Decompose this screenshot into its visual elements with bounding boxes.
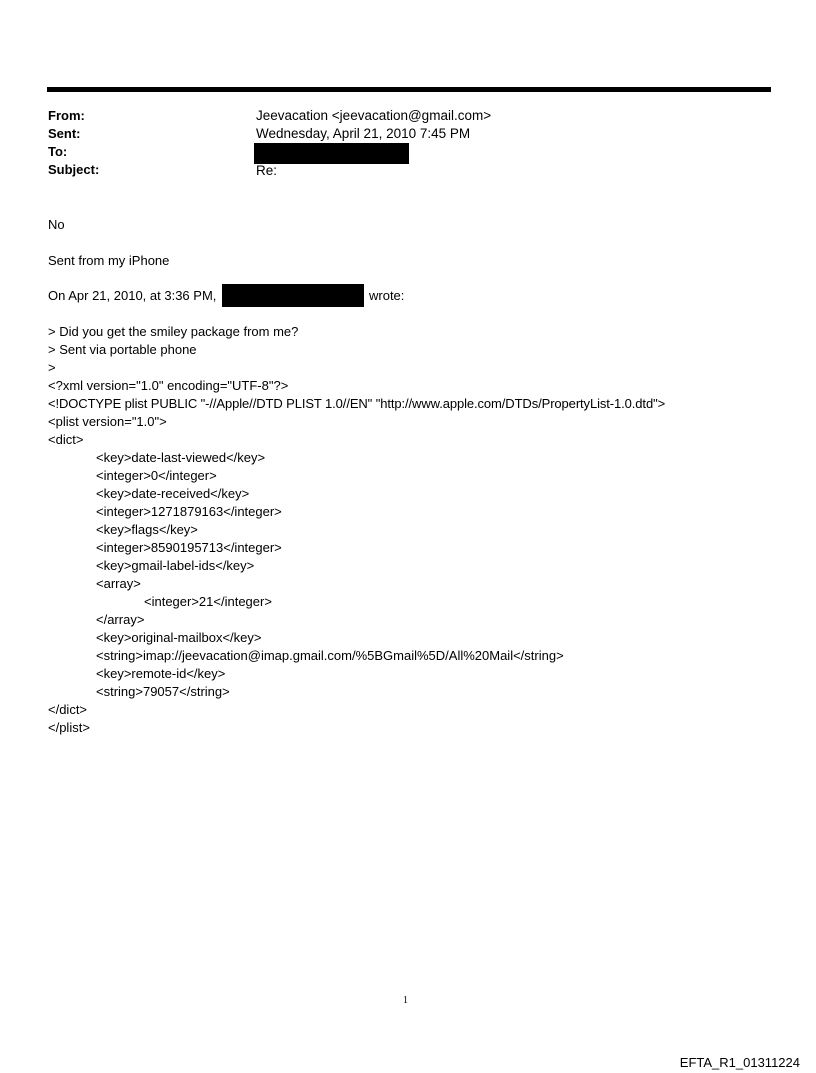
page-number: 1 <box>403 995 408 1006</box>
signature-text: Sent from my iPhone <box>48 253 170 268</box>
xml-line: <string>imap://jeevacation@imap.gmail.com/%5BGmail%5D/All%20Mail</string> <box>96 648 564 663</box>
to-label: To: <box>48 144 68 159</box>
xml-line: </plist> <box>48 720 90 735</box>
xml-line: <key>remote-id</key> <box>96 666 226 681</box>
xml-line: <integer>8590195713</integer> <box>96 540 282 555</box>
from-label: From: <box>48 108 85 123</box>
xml-line: <integer>0</integer> <box>96 468 217 483</box>
sender-redaction-box <box>222 284 364 307</box>
header-divider-rule <box>47 87 771 92</box>
subject-value: Re: <box>256 163 278 178</box>
xml-line: <!DOCTYPE plist PUBLIC "-//Apple//DTD PLIST 1.0//EN" "http://www.apple.com/DTDs/PropertyList-1.0.dtd"> <box>48 396 666 411</box>
sent-label: Sent: <box>48 126 81 141</box>
xml-line: </dict> <box>48 702 88 717</box>
xml-line: <key>flags</key> <box>96 522 198 537</box>
document-id: EFTA_R1_01311224 <box>679 1055 800 1070</box>
from-value: Jeevacation <jeevacation@gmail.com> <box>256 108 492 123</box>
xml-line: <integer>21</integer> <box>144 594 272 609</box>
xml-line: <string>79057</string> <box>96 684 230 699</box>
xml-line: </array> <box>96 612 145 627</box>
quote-intro-prefix: On Apr 21, 2010, at 3:36 PM, <box>48 288 217 303</box>
xml-line: <integer>1271879163</integer> <box>96 504 282 519</box>
xml-line: <key>gmail-label-ids</key> <box>96 558 255 573</box>
xml-line: <dict> <box>48 432 84 447</box>
xml-line: <key>original-mailbox</key> <box>96 630 262 645</box>
quoted-line: > <box>48 360 56 375</box>
xml-line: <key>date-last-viewed</key> <box>96 450 266 465</box>
xml-line: <?xml version="1.0" encoding="UTF-8"?> <box>48 378 289 393</box>
quoted-line: > Sent via portable phone <box>48 342 197 357</box>
xml-line: <plist version="1.0"> <box>48 414 167 429</box>
xml-line: <key>date-received</key> <box>96 486 250 501</box>
sent-value: Wednesday, April 21, 2010 7:45 PM <box>256 126 471 141</box>
to-redaction-box <box>254 143 409 164</box>
quote-intro-suffix: wrote: <box>369 288 405 303</box>
quoted-line: > Did you get the smiley package from me? <box>48 324 299 339</box>
reply-text: No <box>48 217 65 232</box>
subject-label: Subject: <box>48 162 100 177</box>
xml-line: <array> <box>96 576 141 591</box>
